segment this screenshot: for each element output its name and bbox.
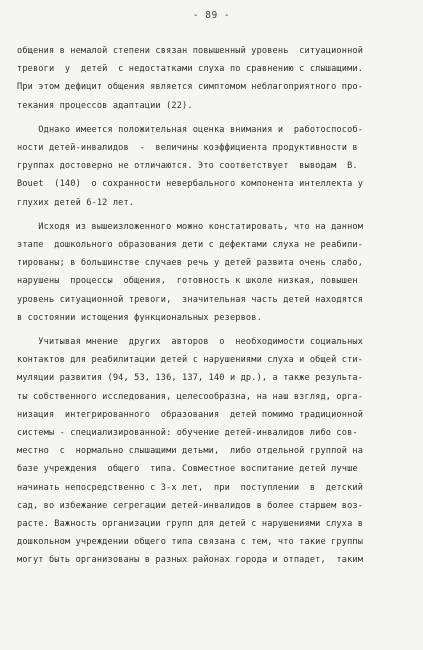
text-line: тревоги у детей с недостатками слуха по сравнению с слышащими. [17,64,364,75]
text-line: общения в немалой степени связан повышенный уровень ситуационной [17,46,364,56]
text-line: Bouet (140) о сохранности невербального компонента интеллекта у [17,179,364,190]
paragraph-3 [17,218,409,327]
text-line: этапе дошкольного образования дети с дефектами слуха не реабили- [17,240,364,251]
text-line: начинать непосредственно с 3-х лет, при поступлении в детский [17,482,364,493]
text-line: в состоянии истощения функциональных резервов. [17,312,262,323]
text-line: низация интегрированного образования детей помимо традиционной [17,409,364,420]
text-line: текания процессов адаптации (22). [17,100,193,111]
text-line: Исходя из вышеизложенного можно констатировать, что на данном [17,221,364,232]
text-line: группах достоверно не отличаются. Это соответствует выводам В. [17,161,358,172]
text-line: дошкольном учреждении общего типа связана с тем, что такие группы [17,537,364,548]
text-line: ности детей-инвалидов - величины коэффициента продуктивности в [17,143,358,154]
text-line: Учитывая мнение других авторов о необходимости социальных [17,337,364,348]
text-line: тированы; в большинстве случаев речь у детей развита очень слабо, [17,258,364,269]
paragraph-1 [17,42,409,115]
text-line: расте. Важность организации групп для детей с нарушениями слуха в [17,519,364,530]
text-body [17,42,409,576]
text-line: базе учреждения общего типа. Совместное воспитание детей лучше [17,464,358,475]
paragraph-4 [17,333,409,570]
text-line: ты собственного исследования, целесообразна, на наш взгляд, орга- [17,391,364,402]
text-line: контактов для реабилитации детей с нарушениями слуха и общей сти- [17,355,364,366]
text-line: При этом дефицит общения является симптомом неблагоприятного про- [17,82,364,93]
text-line: местно с нормально слышащими детьми, либо отдельной группой на [17,446,364,457]
text-line: муляции развития (94, 53, 136, 137, 140 и др.), а также результа- [17,373,364,384]
paragraph-2 [17,121,409,212]
text-line: уровень ситуационной тревоги, значительная часть детей находятся [17,294,364,305]
text-line: сад, во избежание сегрегации детей-инвалидов в более старшем воз- [17,500,364,511]
text-line: системы - специализированной: обучение детей-инвалидов либо сов- [17,428,358,439]
text-line: Однако имеется положительная оценка внимания и работоспособ- [17,124,364,135]
text-line: нарушены процессы общения, готовность к школе низкая, повышен [17,276,358,287]
text-line: глухих детей 6-12 лет. [17,197,135,208]
text-line: могут быть организованы в разных районах города и отпадет, таким [17,555,364,566]
page-number: - 89 - [192,10,231,21]
